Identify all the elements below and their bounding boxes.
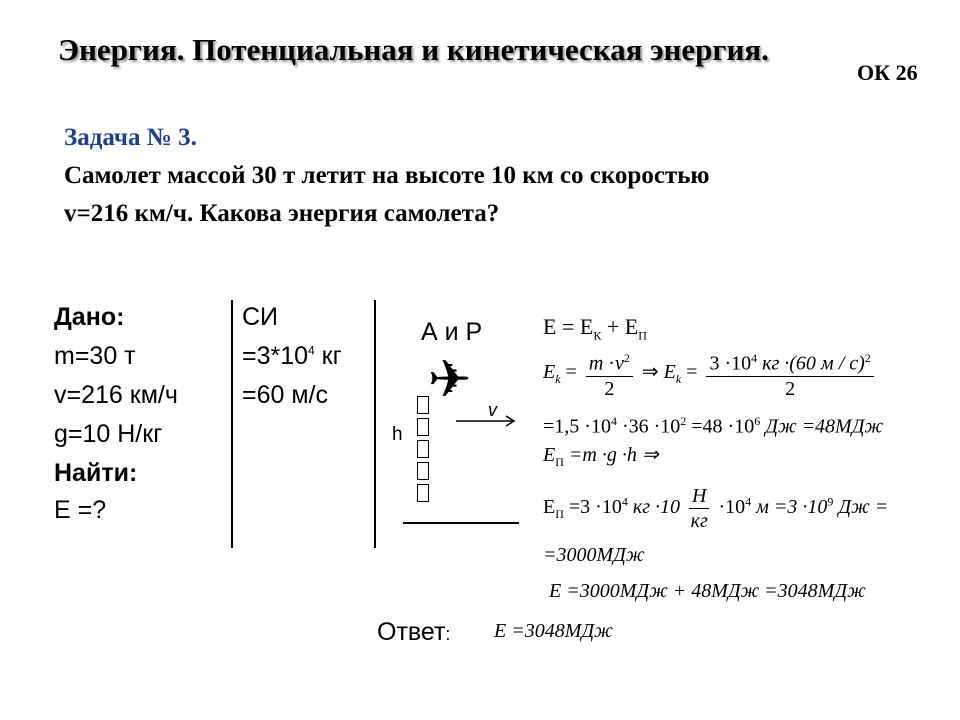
height-segment [417, 484, 429, 502]
height-segment [417, 396, 429, 414]
airplane-icon: ✈ [428, 350, 472, 410]
si-mass: $=3*10^4$ кг [242, 342, 342, 370]
given-si-divider [231, 300, 233, 548]
find-item: Е =? [54, 496, 107, 524]
formula-kinetic-result: $=1,5 \cdot 10^4 \cdot 36 \cdot 10^2 =48 \cdot 10^6$ Дж =48МДж [543, 414, 884, 438]
given-heading: Дано: [54, 303, 125, 331]
find-heading: Найти: [54, 459, 138, 487]
task-text-line-1: Самолет массой 30 т летит на высоте 10 км со скоростью [64, 162, 710, 189]
formula-total-energy: $E = E_К + E_П$ [543, 314, 647, 343]
given-item: v=216 км/ч [54, 381, 178, 409]
formula-potential-result: $E_П =3 \cdot 10^4$ кг ·10 $\frac{Н}{кг}$ $\cdot 10^4$ $м =3 \cdot 10^9$ Дж = [543, 485, 889, 532]
page-title: Энергия. Потенциальная и кинетическая энергия. [58, 32, 769, 67]
answer-value: E =3048МДж [494, 620, 613, 642]
ground-line [403, 522, 519, 524]
height-segment [417, 440, 429, 458]
velocity-arrow-icon [454, 414, 520, 428]
given-item: m=30 т [54, 342, 136, 370]
height-segment [417, 462, 429, 480]
velocity-label: v [488, 400, 497, 420]
si-heading: СИ [242, 303, 279, 331]
task-text-line-2: v=216 км/ч. Какова энергия самолета? [64, 200, 500, 227]
height-label: h [392, 424, 403, 445]
given-item: g=10 Н/кг [54, 420, 163, 448]
slide-code: ОК 26 [857, 60, 918, 85]
height-segment [417, 418, 429, 436]
diagram-label: А и Р [421, 318, 483, 346]
formula-total-sum: E =3000МДж + 48МДж =3048МДж [549, 580, 866, 602]
formula-potential-value: =3000МДж [543, 544, 645, 566]
si-diagram-divider [374, 300, 376, 548]
answer-label: Ответ: [377, 618, 451, 646]
formula-kinetic-energy: $E_k$ = $\frac{m \cdot v^2}{2}$ ⇒ $E_k$ = $\frac{3 \cdot 10^4 кг \cdot(60 м / с)^2}{2}$ [543, 346, 878, 401]
task-title: Задача № 3. [64, 124, 197, 151]
si-speed: =60 м/с [242, 381, 328, 409]
formula-potential-energy: $E_П =m \cdot g \cdot h$ ⇒ [543, 444, 659, 469]
